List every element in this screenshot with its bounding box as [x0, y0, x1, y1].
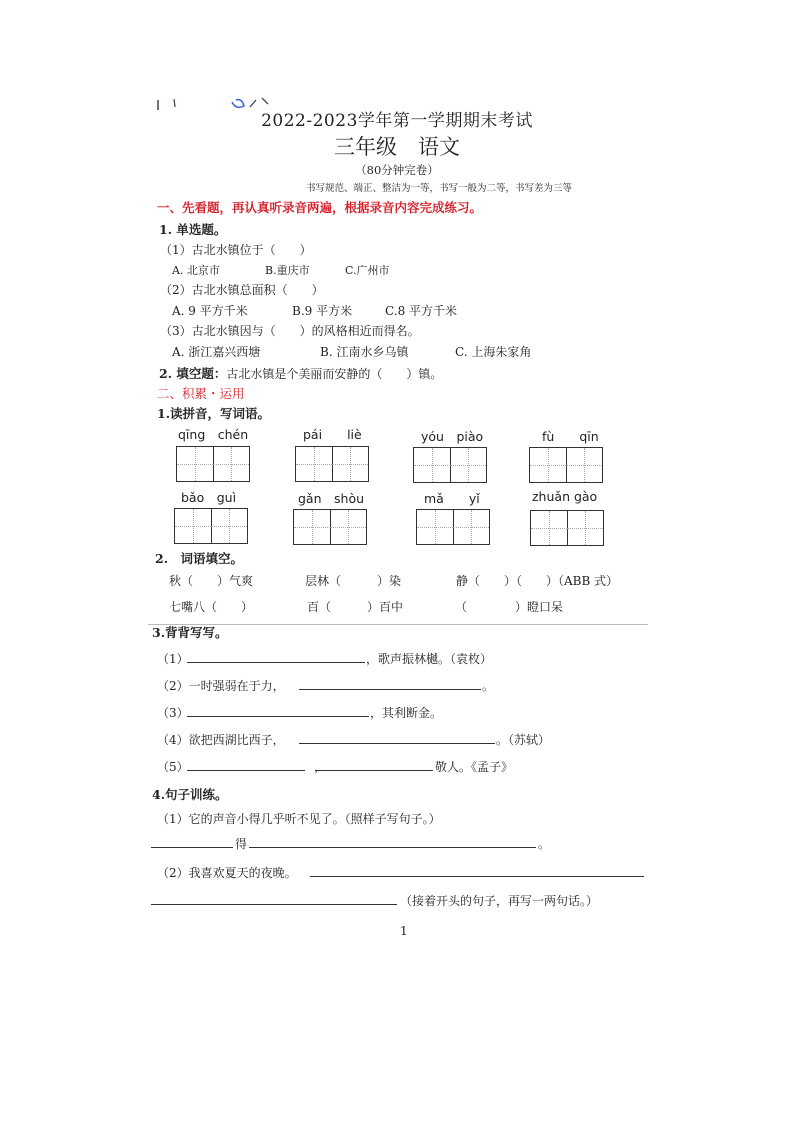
- q1-3-option-c: C. 上海朱家角: [455, 345, 532, 359]
- recite-2-blank[interactable]: [299, 689, 481, 690]
- recite-5-after: 敬人。《孟子》: [435, 760, 514, 774]
- q1-3-stem: （3）古北水镇因与（ ）的风格相近而得名。: [160, 324, 420, 338]
- sentence-2-blank-b[interactable]: [151, 904, 397, 905]
- writing-box[interactable]: [529, 447, 603, 483]
- recite-1-blank[interactable]: [187, 662, 365, 663]
- q2-row: [159, 363, 442, 382]
- recite-1-after: ，歌声振林樾。（袁枚）: [366, 652, 493, 666]
- pinyin-label: yóu piào: [421, 429, 484, 444]
- q1-title: 1. 单选题。: [159, 222, 227, 237]
- q1-1-stem: （1）古北水镇位于（ ）: [160, 243, 312, 257]
- q1-2-option-b: B.9 平方米: [292, 304, 353, 318]
- section-2-title: 二、积累・运用: [157, 386, 245, 401]
- exam-subtitle: 三年级 语文: [334, 135, 460, 159]
- sentence-1-blank-b[interactable]: [249, 847, 536, 848]
- writing-box[interactable]: [530, 510, 604, 546]
- recite-5-mid: ，: [314, 760, 327, 774]
- sentence-2-blank-a[interactable]: [310, 876, 644, 877]
- fill-item: 百（ ）百中: [307, 600, 404, 614]
- sentence-1-end: 。: [538, 837, 551, 851]
- fill-item: （ ）瞪口呆: [455, 600, 564, 614]
- recite-2-after: 。: [482, 679, 495, 693]
- sentence-title: 4.句子训练。: [152, 787, 228, 802]
- writing-box[interactable]: [293, 509, 367, 545]
- writing-box[interactable]: [295, 446, 369, 482]
- recite-3-after: ，其利断金。: [370, 706, 443, 720]
- sentence-2-end: （接着开头的句子，再写一两句话。）: [400, 894, 599, 908]
- sentence-1-prompt: （1）它的声音小得几乎听不见了。（照样子写句子。）: [157, 812, 441, 826]
- recite-5-blank-b[interactable]: [315, 770, 433, 771]
- fill-item: 层林（ ）染: [305, 574, 402, 588]
- recite-3-blank[interactable]: [187, 716, 369, 717]
- recite-5-num: （5）: [157, 760, 189, 774]
- writing-box[interactable]: [174, 508, 248, 544]
- writing-box[interactable]: [413, 447, 487, 483]
- fill-item: 秋（ ）气爽: [169, 574, 254, 588]
- handwriting-note: 书写规范、端正、整洁为一等，书写一般为二等，书写差为三等: [305, 183, 572, 194]
- q2-text: 古北水镇是个美丽而安静的（ ）镇。: [226, 367, 443, 381]
- writing-box[interactable]: [176, 446, 250, 482]
- recite-4-blank[interactable]: [299, 743, 495, 744]
- pinyin-title: 1.读拼音，写词语。: [157, 406, 271, 421]
- recite-3-num: （3）: [157, 706, 189, 720]
- fill-title: 2. 词语填空。: [155, 551, 244, 566]
- pinyin-label: fù qīn: [542, 429, 599, 444]
- recite-4-text: （4）欲把西湖比西子，: [157, 733, 285, 747]
- page-number: 1: [400, 924, 408, 938]
- q1-2-option-c: C.8 平方千米: [385, 304, 458, 318]
- writing-box[interactable]: [416, 509, 490, 545]
- recite-title: 3.背背写写。: [152, 625, 228, 640]
- q1-2-stem: （2）古北水镇总面积（ ）: [160, 283, 324, 297]
- q1-1-option-c: C.广州市: [345, 264, 390, 277]
- q1-3-option-a: A. 浙江嘉兴西塘: [172, 345, 261, 359]
- pinyin-label: gǎn shòu: [298, 491, 365, 506]
- recite-5-blank-a[interactable]: [187, 770, 305, 771]
- section-1-title: 一、先看题，再认真听录音两遍，根据录音内容完成练习。: [157, 200, 483, 215]
- sentence-1-mid: 得: [235, 837, 248, 851]
- q1-1-option-b: B.重庆市: [265, 264, 310, 277]
- pinyin-label: bǎo guì: [181, 490, 237, 505]
- recite-2-text: （2）一时强弱在于力，: [157, 679, 285, 693]
- pinyin-label: pái liè: [303, 427, 362, 442]
- q2-label: 2. 填空题：: [159, 366, 227, 381]
- q1-2-option-a: A. 9 平方千米: [172, 304, 248, 318]
- q1-3-option-b: B. 江南水乡乌镇: [320, 345, 409, 359]
- sentence-2-prompt: （2）我喜欢夏天的夜晚。: [157, 866, 297, 880]
- pinyin-label: zhuǎn gào: [532, 489, 598, 504]
- exam-duration: （80分钟完卷）: [355, 163, 439, 177]
- recite-1-num: （1）: [157, 652, 189, 666]
- exam-title: 2022-2023学年第一学期期末考试: [261, 111, 533, 131]
- fill-item: 七嘴八（ ）: [169, 600, 254, 614]
- pinyin-label: mǎ yǐ: [424, 491, 480, 506]
- q1-1-option-a: A. 北京市: [172, 264, 220, 277]
- fill-item: 静（ ）（ ）（ABB 式）: [456, 574, 619, 588]
- sentence-1-blank-a[interactable]: [151, 847, 233, 848]
- recite-4-after: 。（苏轼）: [496, 733, 551, 747]
- pinyin-label: qīng chén: [178, 427, 249, 442]
